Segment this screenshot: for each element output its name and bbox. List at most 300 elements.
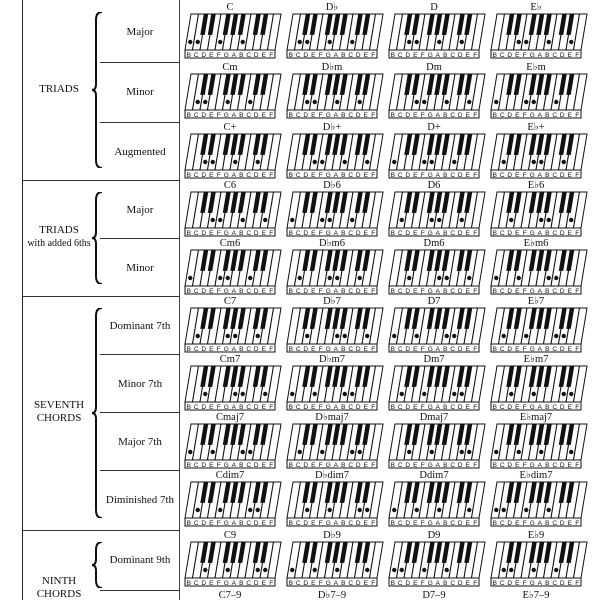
chord-name: Cmaj7 (216, 412, 244, 423)
key-letter: D (253, 172, 259, 179)
key-letter: B (341, 112, 346, 119)
key-letter: D (559, 230, 565, 237)
chord-note-dot (328, 508, 332, 512)
key-letter: D (355, 580, 361, 587)
key-letter: D (405, 230, 411, 237)
chord-note-dot (226, 276, 230, 280)
chord-note-dot (358, 450, 362, 454)
chord-note-dot (562, 392, 566, 396)
key-letter: E (567, 288, 572, 295)
key-letter: E (209, 462, 214, 469)
category-label-line: NINTH (41, 575, 77, 587)
chord-note-dot (263, 568, 267, 572)
key-letter: D (303, 346, 309, 353)
key-letter: B (390, 462, 395, 469)
piano-keyboard-diagram (185, 134, 275, 178)
key-letter: F (473, 172, 478, 179)
key-letter: A (537, 172, 542, 179)
chord-note-dot (218, 40, 222, 44)
chord-note-dot (407, 450, 411, 454)
key-letter: F (420, 52, 425, 59)
key-letter: F (473, 520, 478, 527)
chord-note-dot (305, 100, 309, 104)
key-letter: E (515, 52, 520, 59)
chord-note-dot (547, 218, 551, 222)
key-letter: C (499, 404, 505, 411)
key-letter: G (325, 462, 331, 469)
key-letter: E (261, 404, 266, 411)
key-letter: C (295, 172, 301, 179)
key-letter: D (253, 404, 259, 411)
chord-note-dot (460, 450, 464, 454)
key-letter: F (371, 580, 376, 587)
key-letter: E (515, 288, 520, 295)
key-letter: D (457, 580, 463, 587)
key-letter: B (288, 52, 293, 59)
key-letter: E (413, 404, 418, 411)
key-letter: E (465, 52, 470, 59)
key-letter: A (333, 52, 338, 59)
piano-keyboard-diagram (287, 192, 377, 236)
key-letter: F (575, 172, 580, 179)
key-letter: E (363, 288, 368, 295)
key-letter: D (355, 112, 361, 119)
key-letter: C (295, 520, 301, 527)
chord-name: D♭9 (323, 530, 341, 541)
chord-note-dot (290, 568, 294, 572)
chord-name: C (226, 2, 234, 13)
key-letter: F (371, 404, 376, 411)
key-letter: D (253, 346, 259, 353)
key-letter: G (325, 52, 331, 59)
piano-keyboard-diagram (491, 308, 581, 352)
chord-name: D9 (427, 530, 441, 541)
piano-keyboard-diagram (389, 366, 479, 410)
chord-note-dot (241, 450, 245, 454)
key-letter: D (507, 520, 513, 527)
chord-note-dot (539, 160, 543, 164)
chord-note-dot (467, 450, 471, 454)
chord-note-dot (350, 392, 354, 396)
key-letter: B (186, 580, 191, 587)
chord-note-dot (392, 334, 396, 338)
key-letter: E (567, 230, 572, 237)
key-letter: B (390, 288, 395, 295)
chord-note-dot (494, 450, 498, 454)
key-letter: E (465, 580, 470, 587)
key-letter: E (515, 346, 520, 353)
key-letter: A (537, 462, 542, 469)
key-letter: F (269, 172, 274, 179)
key-letter: C (397, 462, 403, 469)
key-letter: C (450, 52, 456, 59)
category-label-line: CHORDS (36, 588, 82, 600)
key-letter: D (405, 346, 411, 353)
key-letter: C (295, 346, 301, 353)
subcategory-label: Augmented (114, 146, 166, 158)
key-letter: B (186, 462, 191, 469)
key-letter: A (435, 230, 440, 237)
key-letter: D (507, 52, 513, 59)
key-letter: E (363, 172, 368, 179)
key-letter: E (261, 230, 266, 237)
category-divider (22, 296, 180, 297)
key-letter: E (261, 172, 266, 179)
key-letter: E (413, 520, 418, 527)
key-letter: A (435, 52, 440, 59)
chord-name: E♭9 (527, 530, 545, 541)
key-letter: G (529, 346, 535, 353)
key-letter: D (559, 580, 565, 587)
key-letter: F (269, 112, 274, 119)
key-letter: B (239, 172, 244, 179)
chord-note-dot (502, 508, 506, 512)
key-letter: B (239, 288, 244, 295)
key-letter: A (333, 230, 338, 237)
key-letter: G (325, 404, 331, 411)
row-divider (100, 238, 180, 239)
key-letter: B (545, 346, 550, 353)
key-letter: B (492, 404, 497, 411)
piano-keyboard-diagram (287, 250, 377, 294)
chord-name: E♭m6 (523, 238, 549, 249)
chord-note-dot (350, 218, 354, 222)
key-letter: C (193, 580, 199, 587)
key-letter: B (288, 112, 293, 119)
key-letter: D (201, 288, 207, 295)
chord-name: E♭6 (527, 180, 545, 191)
key-letter: F (371, 172, 376, 179)
key-letter: F (371, 288, 376, 295)
key-letter: E (261, 462, 266, 469)
key-letter: E (413, 288, 418, 295)
key-letter: B (239, 462, 244, 469)
chord-note-dot (392, 160, 396, 164)
chord-note-dot (467, 508, 471, 512)
piano-keyboard-diagram (287, 134, 377, 178)
key-letter: G (427, 288, 433, 295)
chord-note-dot (422, 100, 426, 104)
chord-note-dot (547, 508, 551, 512)
key-letter: D (457, 404, 463, 411)
key-letter: B (443, 112, 448, 119)
key-letter: G (223, 288, 229, 295)
key-letter: F (269, 404, 274, 411)
key-letter: F (473, 346, 478, 353)
key-letter: A (435, 404, 440, 411)
key-letter: C (450, 112, 456, 119)
key-letter: E (363, 346, 368, 353)
key-letter: G (427, 580, 433, 587)
chord-note-dot (211, 450, 215, 454)
key-letter: C (499, 52, 505, 59)
key-letter: C (397, 346, 403, 353)
chord-note-dot (517, 276, 521, 280)
key-letter: F (371, 230, 376, 237)
key-letter: B (186, 230, 191, 237)
key-letter: A (333, 580, 338, 587)
row-divider (100, 590, 180, 591)
chord-note-dot (407, 40, 411, 44)
chord-note-dot (437, 508, 441, 512)
chord-name: D7–9 (422, 590, 446, 601)
subcategory-label: Dominant 9th (109, 554, 171, 566)
key-letter: G (223, 580, 229, 587)
key-letter: C (499, 288, 505, 295)
piano-keyboard-diagram (389, 134, 479, 178)
key-letter: F (216, 112, 221, 119)
key-letter: C (397, 580, 403, 587)
chord-note-dot (422, 392, 426, 396)
chord-name: E♭7 (527, 296, 545, 307)
key-letter: B (288, 172, 293, 179)
left-margin-rule (22, 0, 23, 600)
key-letter: C (348, 404, 354, 411)
chord-name: D♭+ (322, 122, 342, 133)
chord-note-dot (248, 508, 252, 512)
key-letter: D (405, 112, 411, 119)
key-letter: B (492, 346, 497, 353)
chord-note-dot (350, 450, 354, 454)
chord-note-dot (343, 160, 347, 164)
key-letter: G (325, 112, 331, 119)
key-letter: A (333, 172, 338, 179)
key-letter: D (201, 112, 207, 119)
key-letter: F (269, 230, 274, 237)
key-letter: B (341, 404, 346, 411)
key-letter: F (420, 520, 425, 527)
key-letter: B (239, 346, 244, 353)
subcategory-label: Minor (126, 86, 154, 98)
chord-note-dot (494, 508, 498, 512)
key-letter: E (311, 346, 316, 353)
category-label (24, 83, 94, 96)
key-letter: B (239, 52, 244, 59)
key-letter: G (529, 520, 535, 527)
chord-name: Dm7 (423, 354, 445, 365)
key-letter: B (390, 112, 395, 119)
chord-note-dot (298, 276, 302, 280)
key-letter: C (348, 172, 354, 179)
key-letter: C (295, 230, 301, 237)
chord-name: Dm6 (423, 238, 445, 249)
key-letter: G (223, 520, 229, 527)
key-letter: C (193, 112, 199, 119)
key-letter: F (473, 52, 478, 59)
key-letter: B (186, 112, 191, 119)
key-letter: B (443, 52, 448, 59)
key-letter: C (193, 346, 199, 353)
chord-note-dot (400, 218, 404, 222)
chord-note-dot (188, 276, 192, 280)
key-letter: D (457, 112, 463, 119)
key-letter: F (216, 172, 221, 179)
key-letter: D (303, 404, 309, 411)
chord-note-dot (524, 334, 528, 338)
key-letter: B (545, 404, 550, 411)
chord-note-dot (437, 276, 441, 280)
key-letter: G (427, 52, 433, 59)
key-letter: E (311, 404, 316, 411)
key-letter: E (261, 112, 266, 119)
chord-name: E♭m (526, 62, 546, 73)
chord-name: Ddim7 (419, 470, 449, 481)
key-letter: E (515, 112, 520, 119)
piano-keyboard-diagram (491, 366, 581, 410)
category-divider (22, 530, 180, 531)
chord-note-dot (445, 100, 449, 104)
key-letter: B (390, 520, 395, 527)
key-letter: D (405, 288, 411, 295)
key-letter: E (413, 580, 418, 587)
chord-note-dot (305, 508, 309, 512)
chord-note-dot (226, 100, 230, 104)
key-letter: F (522, 112, 527, 119)
key-letter: B (239, 580, 244, 587)
key-letter: E (413, 346, 418, 353)
key-letter: E (311, 112, 316, 119)
key-letter: D (201, 346, 207, 353)
key-letter: E (209, 404, 214, 411)
key-letter: C (348, 580, 354, 587)
key-letter: B (341, 346, 346, 353)
key-letter: D (201, 172, 207, 179)
chord-note-dot (502, 568, 506, 572)
key-letter: E (261, 346, 266, 353)
key-letter: D (253, 288, 259, 295)
key-letter: D (355, 404, 361, 411)
key-letter: C (397, 230, 403, 237)
chord-note-dot (248, 276, 252, 280)
key-letter: B (341, 580, 346, 587)
chord-name: D♭7 (323, 296, 341, 307)
key-letter: C (552, 580, 558, 587)
key-letter: C (246, 288, 252, 295)
key-letter: D (355, 230, 361, 237)
piano-keyboard-diagram (491, 542, 581, 586)
chord-note-dot (365, 334, 369, 338)
key-letter: B (443, 462, 448, 469)
key-letter: D (559, 462, 565, 469)
chord-note-dot (532, 160, 536, 164)
key-letter: C (193, 462, 199, 469)
key-letter: F (522, 520, 527, 527)
chord-name: E♭ (530, 2, 542, 13)
key-letter: E (465, 346, 470, 353)
key-letter: E (567, 172, 572, 179)
key-letter: G (427, 112, 433, 119)
chord-note-dot (263, 392, 267, 396)
key-letter: C (499, 462, 505, 469)
piano-keyboard-diagram (389, 74, 479, 118)
key-letter: G (325, 520, 331, 527)
chord-note-dot (569, 40, 573, 44)
category-label-line: TRIADS (39, 83, 79, 95)
key-letter: D (507, 404, 513, 411)
key-letter: D (507, 580, 513, 587)
subcategory-label: Minor 7th (117, 378, 163, 390)
key-letter: F (318, 230, 323, 237)
chord-note-dot (452, 392, 456, 396)
key-letter: A (333, 520, 338, 527)
chord-note-dot (320, 218, 324, 222)
key-letter: B (288, 404, 293, 411)
key-letter: F (575, 52, 580, 59)
key-letter: D (457, 52, 463, 59)
key-letter: D (405, 520, 411, 527)
key-letter: B (288, 580, 293, 587)
key-letter: C (295, 462, 301, 469)
subcategory-label: Dominant 7th (109, 320, 171, 332)
key-letter: D (253, 520, 259, 527)
chord-note-dot (467, 100, 471, 104)
key-letter: B (288, 230, 293, 237)
key-letter: F (420, 230, 425, 237)
key-letter: E (515, 580, 520, 587)
key-letter: E (413, 112, 418, 119)
key-letter: F (522, 230, 527, 237)
chord-note-dot (233, 392, 237, 396)
piano-keyboard-diagram (185, 366, 275, 410)
key-letter: C (246, 52, 252, 59)
key-letter: B (545, 112, 550, 119)
key-letter: C (348, 112, 354, 119)
key-letter: E (311, 230, 316, 237)
chord-note-dot (203, 160, 207, 164)
chord-note-dot (430, 450, 434, 454)
key-letter: C (295, 52, 301, 59)
chord-note-dot (298, 40, 302, 44)
piano-keyboard-diagram (491, 192, 581, 236)
key-letter: D (253, 462, 259, 469)
key-letter: D (253, 52, 259, 59)
piano-keyboard-diagram (185, 482, 275, 526)
piano-keyboard-diagram (287, 482, 377, 526)
chord-name: E♭maj7 (519, 412, 553, 423)
chord-note-dot (415, 100, 419, 104)
piano-keyboard-diagram (287, 308, 377, 352)
key-letter: D (559, 172, 565, 179)
key-letter: F (318, 580, 323, 587)
key-letter: F (216, 404, 221, 411)
key-letter: E (567, 52, 572, 59)
key-letter: B (545, 52, 550, 59)
chord-note-dot (233, 160, 237, 164)
key-letter: C (499, 172, 505, 179)
key-letter: G (427, 230, 433, 237)
key-letter: C (397, 172, 403, 179)
chord-note-dot (241, 392, 245, 396)
key-letter: F (216, 230, 221, 237)
key-letter: B (288, 346, 293, 353)
chord-name: Cdim7 (215, 470, 245, 481)
chord-note-dot (328, 40, 332, 44)
key-letter: D (457, 230, 463, 237)
row-divider (100, 62, 180, 63)
chord-name: D♭7–9 (317, 590, 347, 601)
chord-name: D♭m (321, 62, 343, 73)
chord-note-dot (494, 100, 498, 104)
chord-name: C7–9 (218, 590, 242, 601)
key-letter: A (231, 404, 236, 411)
key-letter: E (465, 112, 470, 119)
chord-note-dot (335, 276, 339, 280)
chord-note-dot (445, 568, 449, 572)
chord-note-dot (517, 450, 521, 454)
chord-note-dot (196, 334, 200, 338)
key-letter: E (311, 172, 316, 179)
key-letter: E (209, 172, 214, 179)
